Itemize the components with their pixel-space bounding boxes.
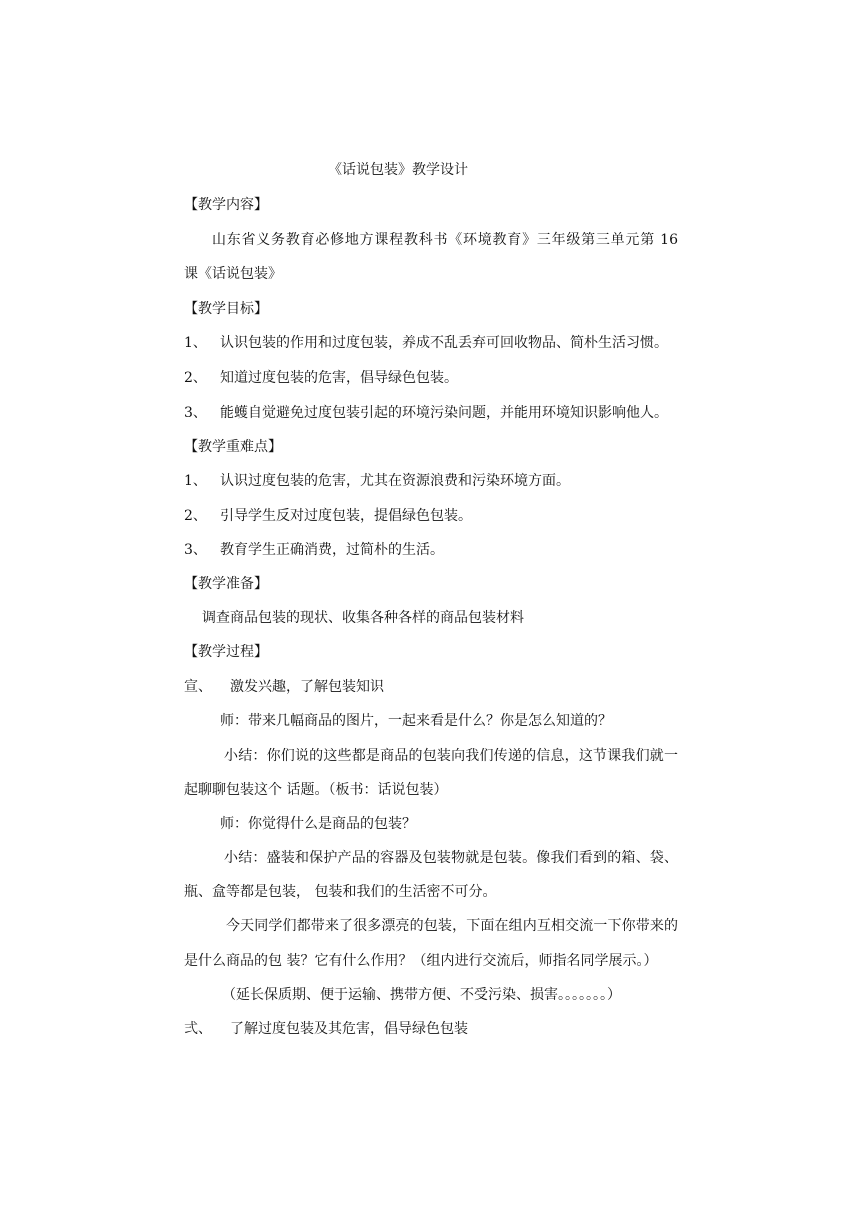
goal-item [184, 368, 458, 388]
section-2-heading [184, 1019, 468, 1039]
content-heading: 【教学内容】 [184, 197, 268, 213]
goal-text: 能蠖自觉避免过度包装引起的环境污染问题，并能用环境知识影响他人。 [220, 405, 668, 421]
keypoint-item [184, 540, 444, 560]
goal-number: 3、 [184, 405, 207, 421]
keypoint-text: 教育学生正确消费，过简朴的生活。 [220, 542, 444, 558]
paragraph-summary-1-line-2: 起聊聊包装这个 话题。（板书：话说包装） [184, 782, 448, 798]
paragraph-exchange-line-1: 今天同学们都带来了很多漂亮的包装，下面在组内互相交流一下你带来的 [226, 918, 678, 934]
keypoints-heading: 【教学重难点】 [184, 439, 282, 455]
goal-number: 1、 [184, 335, 207, 351]
prep-text: 调查商品包装的现状、收集各种各样的商品包装材料 [202, 610, 524, 626]
process-heading: 【教学过程】 [184, 644, 268, 660]
keypoint-text: 引导学生反对过度包装，提倡绿色包装。 [220, 508, 472, 524]
section-2-title: 了解过度包装及其危害，倡导绿色包装 [230, 1021, 468, 1037]
paragraph-summary-2-line-2: 瓶、盒等都是包装， 包装和我们的生活密不可分。 [184, 884, 497, 900]
paragraph-teacher-question-1: 师：带来几幅商品的图片，一起来看是什么？你是怎么知道的？ [220, 713, 612, 729]
goal-text: 知道过度包装的危害，倡导绿色包装。 [220, 370, 458, 386]
paragraph-exchange-line-2: 是什么商品的包 装？它有什么作用？（组内进行交流后，师指名同学展示。） [184, 953, 658, 969]
paragraph-answers: （延长保质期、便于运输、携带方便、不受污染、损害。。。。。。。） [222, 987, 621, 1003]
goal-text: 认识包装的作用和过度包装，养成不乱丢弃可回收物品、简朴生活习惯。 [220, 335, 668, 351]
section-1-number: 宣、 [184, 679, 212, 695]
keypoint-item [184, 506, 472, 526]
prep-heading: 【教学准备】 [184, 576, 268, 592]
paragraph-summary-2-line-1: 小结：盛装和保护产品的容器及包装物就是包装。像我们看到的箱、袋、 [224, 850, 678, 866]
goals-heading: 【教学目标】 [184, 301, 268, 317]
section-1-title: 激发兴趣，了解包装知识 [230, 679, 384, 695]
keypoint-number: 1、 [184, 473, 207, 489]
content-line-2: 课《话说包装》 [184, 266, 282, 282]
content-line-1: 山东省义务教育必修地方课程教科书《环境教育》三年级第三单元第 16 [212, 232, 678, 248]
keypoint-item [184, 471, 570, 491]
keypoint-number: 3、 [184, 542, 207, 558]
paragraph-summary-1-line-1: 小结：你们说的这些都是商品的包装向我们传递的信息，这节课我们就一 [224, 748, 678, 764]
goal-item [184, 403, 668, 423]
section-1-heading [184, 677, 384, 697]
goal-item [184, 333, 668, 353]
document-title: 《话说包装》教学设计 [328, 162, 468, 178]
paragraph-teacher-question-2: 师：你觉得什么是商品的包装？ [220, 816, 416, 832]
section-2-number: 弍、 [184, 1021, 212, 1037]
goal-number: 2、 [184, 370, 207, 386]
keypoint-text: 认识过度包装的危害，尤其在资源浪费和污染环境方面。 [220, 473, 570, 489]
keypoint-number: 2、 [184, 508, 207, 524]
